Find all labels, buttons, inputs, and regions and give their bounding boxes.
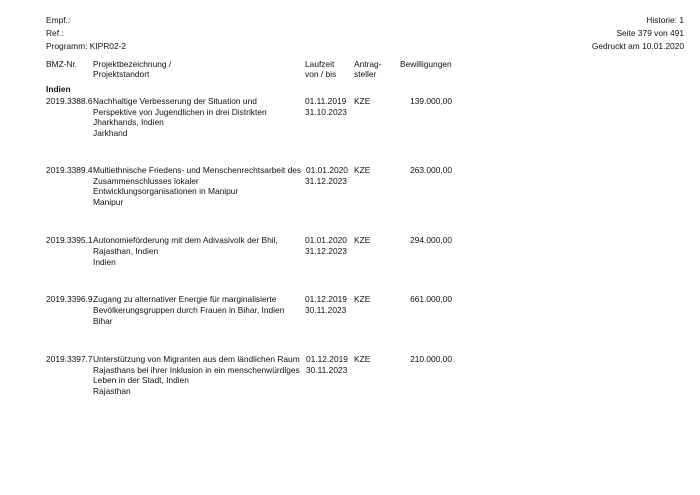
project-title-line: Zusammenschlusses lokaler xyxy=(93,175,199,186)
project-location: Indien xyxy=(93,257,116,267)
end-date: 31.12.2023 xyxy=(305,175,347,186)
page-number: Seite 379 von 491 xyxy=(616,28,684,38)
project-title-line: Nachhaltige Verbesserung der Situation und xyxy=(93,96,257,106)
project-title-line: Bevölkerungsgruppen durch Frauen in Bihar, Indien xyxy=(93,304,285,315)
recipient-label: Empf.: xyxy=(46,15,71,25)
project-title-line: Jharkhands, Indien xyxy=(93,117,164,127)
start-date: 01.12.2019 xyxy=(306,354,348,364)
bmz-number: 2019.3396.9 xyxy=(46,294,93,304)
region-heading: Indien xyxy=(46,84,71,94)
amount: 210.000,00 xyxy=(410,354,452,364)
column-header-laufzeit-line2: von / bis xyxy=(305,69,337,79)
end-date: 30.11.2023 xyxy=(306,364,348,375)
project-location: Rajasthan xyxy=(93,386,131,396)
column-header-antrag-line1: Antrag- xyxy=(354,59,382,69)
reference-label: Ref.: xyxy=(46,28,64,38)
end-date: 31.12.2023 xyxy=(305,245,347,256)
column-header-desc-line1: Projektbezeichnung / xyxy=(93,59,172,69)
bmz-number: 2019.3388.6 xyxy=(46,96,93,106)
start-date: 01.11.2019 xyxy=(305,96,347,106)
project-location: Bihar xyxy=(93,316,113,326)
project-title-line: Rajasthans bei ihrer Inklusion in ein menschenwürdiges xyxy=(93,364,300,375)
applicant: KZE xyxy=(354,354,371,364)
column-header-desc-line2: Projektstandort xyxy=(93,69,150,79)
history-label: Historie: 1 xyxy=(646,15,684,25)
project-title-line: Perspektive von Jugendlichen in drei Distrikten xyxy=(93,106,267,117)
applicant: KZE xyxy=(354,294,371,304)
start-date: 01.01.2020 xyxy=(306,165,348,175)
amount: 661.000,00 xyxy=(410,294,452,304)
end-date: 30.11.2023 xyxy=(305,304,347,315)
project-title-line: Zugang zu alternativer Energie für marginalisierte xyxy=(93,294,277,304)
bmz-number: 2019.3397.7 xyxy=(46,354,93,364)
end-date: 31.10.2023 xyxy=(305,106,347,117)
print-date: Gedruckt am 10.01.2020 xyxy=(591,41,684,51)
applicant: KZE xyxy=(354,165,371,175)
project-title-line: Autonomieförderung mit dem Adivasivolk der Bhil, xyxy=(93,235,278,245)
project-title-line: Entwicklungsorganisationen in Manipur xyxy=(93,186,239,196)
project-title-line: Multiethnische Friedens- und Menschenrechtsarbeit des xyxy=(93,165,302,175)
start-date: 01.01.2020 xyxy=(305,235,347,245)
project-title-line: Leben in der Stadt, Indien xyxy=(93,375,189,385)
project-title-line: Rajasthan, Indien xyxy=(93,245,159,256)
start-date: 01.12.2019 xyxy=(305,294,347,304)
project-location: Jarkhand xyxy=(93,128,128,138)
bmz-number: 2019.3389.4 xyxy=(46,165,93,175)
applicant: KZE xyxy=(354,235,371,245)
project-location: Manipur xyxy=(93,197,124,207)
project-title-line: Unterstützung von Migranten aus dem ländlichen Raum xyxy=(93,354,300,364)
column-header-bewilligungen: Bewilligungen xyxy=(400,59,452,69)
amount: 139.000,00 xyxy=(410,96,452,106)
applicant: KZE xyxy=(354,96,371,106)
column-header-laufzeit-line1: Laufzeit xyxy=(305,59,335,69)
amount: 263.000,00 xyxy=(410,165,452,175)
bmz-number: 2019.3395.1 xyxy=(46,235,93,245)
program-label: Programm: KIPR02-2 xyxy=(46,41,127,51)
column-header-antrag-line2: steller xyxy=(354,69,377,79)
column-header-bmz: BMZ-Nr. xyxy=(46,59,78,69)
amount: 294.000,00 xyxy=(410,235,452,245)
